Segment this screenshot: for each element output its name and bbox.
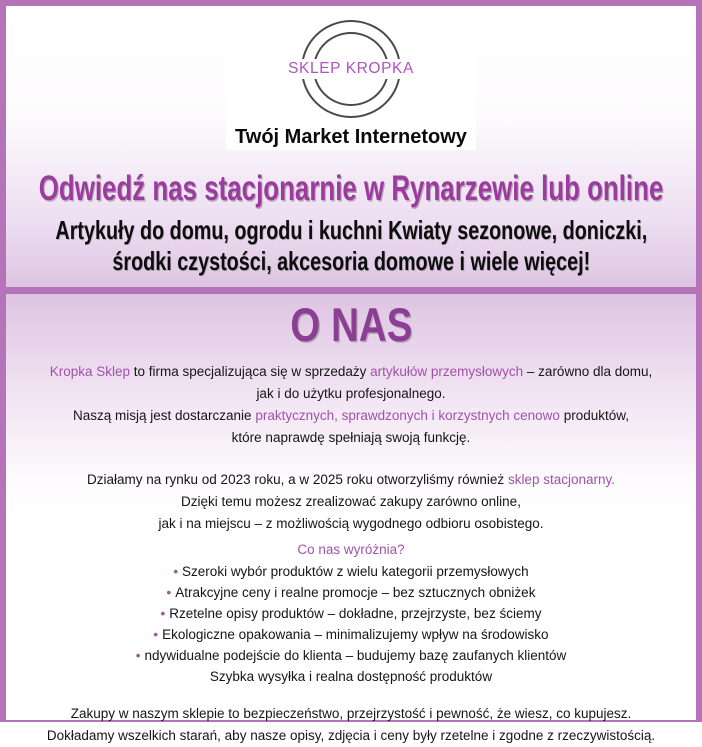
bullet-dot-icon: • xyxy=(153,627,159,642)
bullet-dot-icon: • xyxy=(166,585,172,600)
about-heading: O NAS xyxy=(289,298,413,351)
features-heading: Co nas wyróżnia? xyxy=(297,542,405,557)
paragraph-line: Kropka Sklep to firma specjalizująca się w sprzedaży artykułów przemysłowych – zarówno dla domu, xyxy=(49,364,653,379)
bullet-dot-icon: • xyxy=(135,648,141,663)
brand-name-highlight: Kropka Sklep xyxy=(49,364,131,379)
paragraph-line: Naszą misją jest dostarczanie praktycznych, sprawdzonych i korzystnych cenowo produktów, xyxy=(72,408,629,423)
hero-subtitle-line-1: Artykuły do domu, ogrodu i kuchni Kwiaty sezonowe, doniczki, xyxy=(55,215,647,245)
hero-subtitle-line-2: środki czystości, akcesoria domowe i wiele więcej! xyxy=(112,246,590,276)
paragraph-line: jak i do użytku profesjonalnego. xyxy=(256,386,446,401)
list-item: • Szeroki wybór produktów z wielu kategorii przemysłowych xyxy=(173,564,529,579)
paragraph-line: które naprawdę spełniają swoją funkcję. xyxy=(231,430,471,445)
about-history-paragraph xyxy=(6,469,696,535)
hero-subtitle xyxy=(6,215,696,277)
list-item: • Rzetelne opisy produktów – dokładne, przejrzyste, bez ściemy xyxy=(160,606,542,621)
logo-rings-icon xyxy=(288,20,414,118)
hero-title: Odwiedź nas stacjonarnie w Rynarzewie lub online xyxy=(38,169,664,208)
about-section xyxy=(6,294,696,743)
list-item: Szybka wysyłka i realna dostępność produktów xyxy=(209,669,493,684)
bullet-dot-icon: • xyxy=(173,564,179,579)
highlight-text: artykułów przemysłowych xyxy=(370,364,524,379)
paragraph-line: jak i na miejscu – z możliwością wygodnego odbioru osobistego. xyxy=(158,516,544,531)
section-divider xyxy=(6,287,696,294)
paragraph-line: Dokładamy wszelkich starań, aby nasze opisy, zdjęcia i ceny były rzetelne i zgodne z rzeczywistością. xyxy=(46,728,656,743)
logo-text: SKLEP KROPKA xyxy=(283,59,419,79)
brand-logo xyxy=(226,16,476,150)
list-item: • Ekologiczne opakowania – minimalizujemy wpływ na środowisko xyxy=(153,627,549,642)
hero-section xyxy=(6,16,696,287)
closing-paragraph xyxy=(6,703,696,747)
list-item: • ndywidualne podejście do klienta – budujemy bazę zaufanych klientów xyxy=(135,648,567,663)
brand-tagline: Twój Market Internetowy xyxy=(231,125,471,150)
paragraph-line: Zakupy w naszym sklepie to bezpieczeństwo, przejrzystość i pewność, że wiesz, co kupujesz. xyxy=(70,706,632,721)
features-list xyxy=(6,561,696,687)
highlight-text: sklep stacjonarny. xyxy=(507,472,615,487)
paragraph-line: Działamy na rynku od 2023 roku, a w 2025 roku otworzyliśmy również sklep stacjonarny. xyxy=(87,472,615,487)
bullet-dot-icon: • xyxy=(160,606,166,621)
about-intro-paragraph xyxy=(6,361,696,449)
paragraph-line: Dzięki temu możesz zrealizować zakupy zarówno online, xyxy=(181,494,521,509)
list-item: • Atrakcyjne ceny i realne promocje – bez sztucznych obniżek xyxy=(166,585,536,600)
highlight-text: praktycznych, sprawdzonych i korzystnych cenowo xyxy=(255,408,560,423)
